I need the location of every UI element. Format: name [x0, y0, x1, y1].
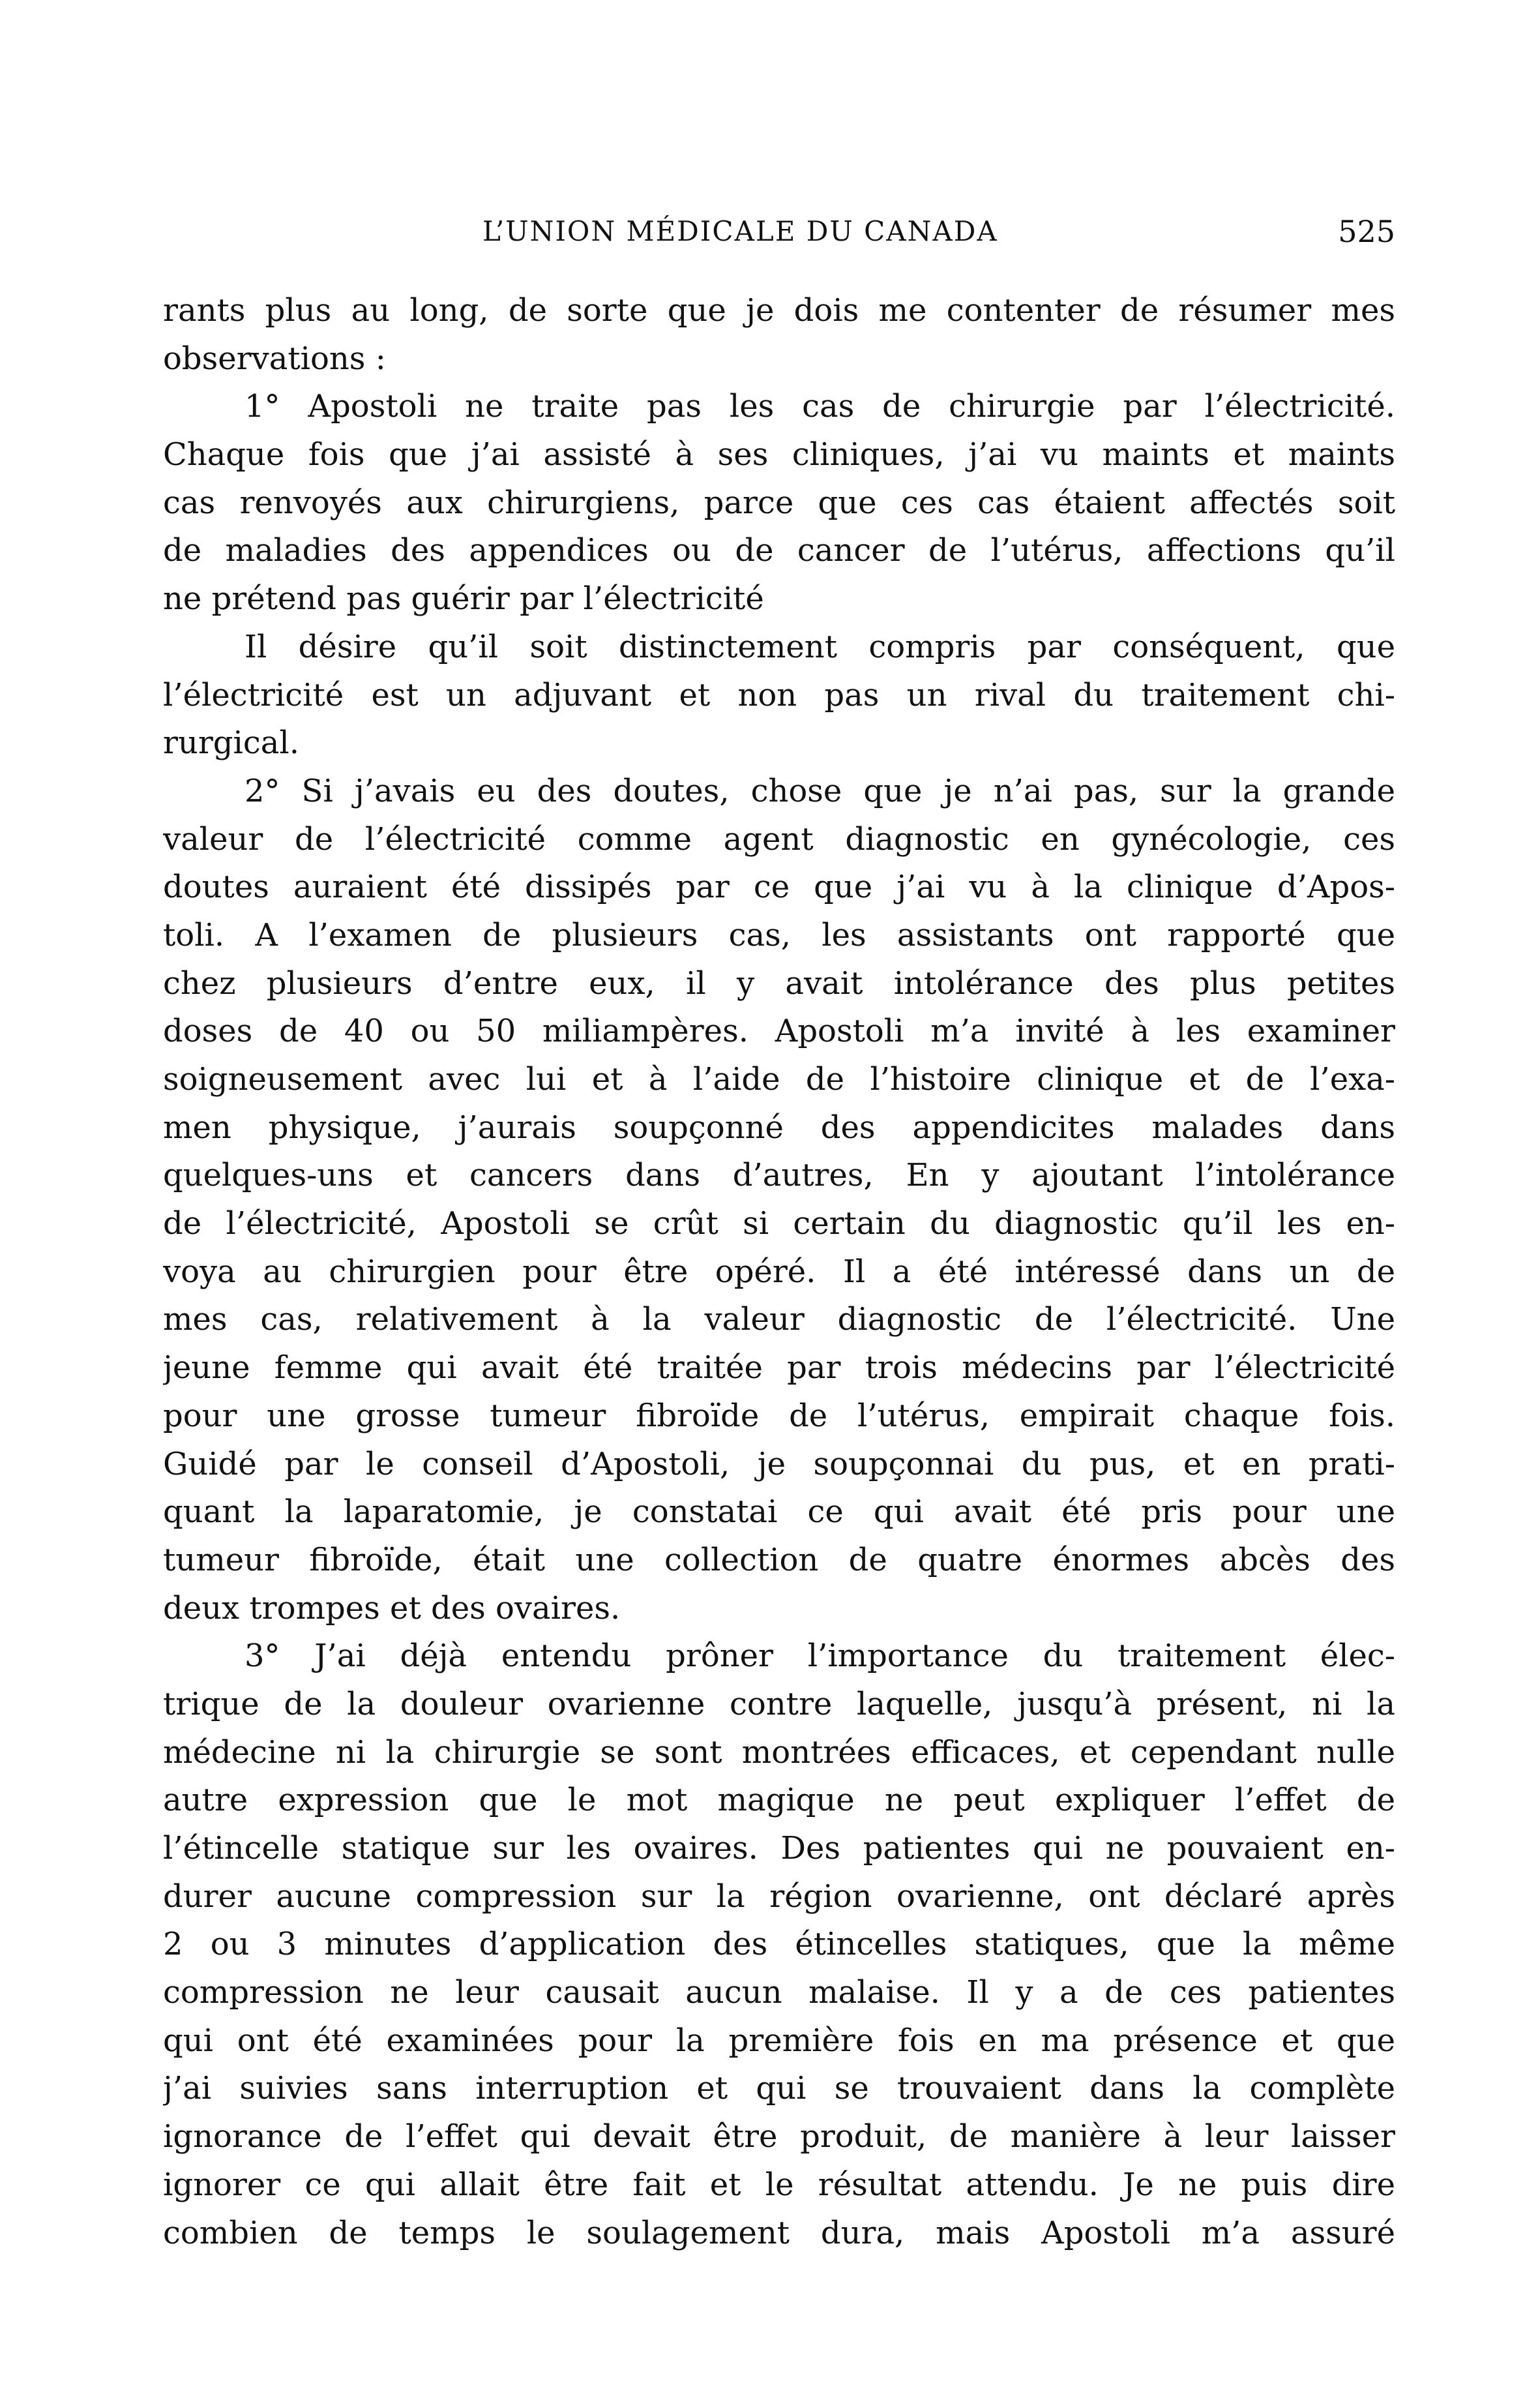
text-line: rants plus au long, de sorte que je dois me contenter de résumer mes	[163, 292, 1395, 329]
text-line: ignorer ce qui allait être fait et le résultat attendu. Je ne puis dire	[163, 2166, 1395, 2203]
text-line: jeune femme qui avait été traitée par trois médecins par l’électricité	[163, 1349, 1395, 1387]
text-line: 2 ou 3 minutes d’application des étincelles statiques, que la même	[163, 1926, 1395, 1963]
text-line: cas renvoyés aux chirurgiens, parce que ces cas étaient affectés soit	[163, 484, 1395, 521]
text-line: de l’électricité, Apostoli se crût si certain du diagnostic qu’il les en-	[163, 1205, 1395, 1242]
text-line: soigneusement avec lui et à l’aide de l’histoire clinique et de l’exa-	[163, 1061, 1395, 1098]
text-line: l’électricité est un adjuvant et non pas un rival du traitement chi-	[163, 676, 1395, 713]
text-line: 1° Apostoli ne traite pas les cas de chirurgie par l’électricité.	[244, 388, 1395, 425]
text-line: mes cas, relativement à la valeur diagnostic de l’électricité. Une	[163, 1301, 1395, 1338]
text-line: l’étincelle statique sur les ovaires. Des patientes qui ne pouvaient en-	[163, 1830, 1395, 1867]
text-line: quelques-uns et cancers dans d’autres, En y ajoutant l’intolérance	[163, 1157, 1395, 1194]
text-line: ne prétend pas guérir par l’électricité	[163, 580, 764, 618]
text-line: combien de temps le soulagement dura, mais Apostoli m’a assuré	[163, 2214, 1395, 2251]
text-line: médecine ni la chirurgie se sont montrées efficaces, et cependant nulle	[163, 1733, 1395, 1771]
text-line: voya au chirurgien pour être opéré. Il a été intéressé dans un de	[163, 1253, 1395, 1290]
page-number: 525	[1338, 214, 1395, 249]
body-text	[163, 287, 1395, 2257]
text-line: doses de 40 ou 50 miliampères. Apostoli m’a invité à les examiner	[163, 1013, 1395, 1050]
text-line: pour une grosse tumeur fibroïde de l’utérus, empirait chaque fois.	[163, 1397, 1395, 1434]
text-line: deux trompes et des ovaires.	[163, 1589, 621, 1627]
text-line: toli. A l’examen de plusieurs cas, les assistants ont rapporté que	[163, 916, 1395, 953]
text-line: qui ont été examinées pour la première fois en ma présence et que	[163, 2022, 1395, 2059]
text-line: rurgical.	[163, 725, 299, 762]
text-line: quant la laparatomie, je constatai ce qui avait été pris pour une	[163, 1493, 1395, 1531]
text-line: j’ai suivies sans interruption et qui se trouvaient dans la complète	[163, 2070, 1395, 2107]
running-head	[176, 209, 1395, 254]
journal-title: L’UNION MÉDICALE DU CANADA	[482, 215, 998, 247]
text-line: durer aucune compression sur la région ovarienne, ont déclaré après	[163, 1878, 1395, 1915]
text-line: ignorance de l’effet qui devait être produit, de manière à leur laisser	[163, 2118, 1395, 2155]
text-line: Chaque fois que j’ai assisté à ses cliniques, j’ai vu maints et maints	[163, 436, 1395, 473]
text-line: valeur de l’électricité comme agent diagnostic en gynécologie, ces	[163, 820, 1395, 858]
text-line: compression ne leur causait aucun malaise. Il y a de ces patientes	[163, 1974, 1395, 2011]
text-line: de maladies des appendices ou de cancer de l’utérus, affections qu’il	[163, 532, 1395, 569]
text-line: autre expression que le mot magique ne peut expliquer l’effet de	[163, 1782, 1395, 1819]
text-line: tumeur fibroïde, était une collection de quatre énormes abcès des	[163, 1541, 1395, 1578]
text-line: chez plusieurs d’entre eux, il y avait intolérance des plus petites	[163, 965, 1395, 1002]
text-line: observations :	[163, 340, 386, 377]
text-line: 3° J’ai déjà entendu prôner l’importance du traitement élec-	[244, 1638, 1395, 1675]
text-line: Guidé par le conseil d’Apostoli, je soupçonnai du pus, et en prati-	[163, 1445, 1395, 1482]
text-line: Il désire qu’il soit distinctement compris par conséquent, que	[244, 628, 1395, 665]
text-line: doutes auraient été dissipés par ce que j’ai vu à la clinique d’Apos-	[163, 869, 1395, 906]
text-line: trique de la douleur ovarienne contre laquelle, jusqu’à présent, ni la	[163, 1685, 1395, 1722]
text-line: 2° Si j’avais eu des doutes, chose que je n’ai pas, sur la grande	[244, 772, 1395, 809]
text-line: men physique, j’aurais soupçonné des appendicites malades dans	[163, 1109, 1395, 1146]
